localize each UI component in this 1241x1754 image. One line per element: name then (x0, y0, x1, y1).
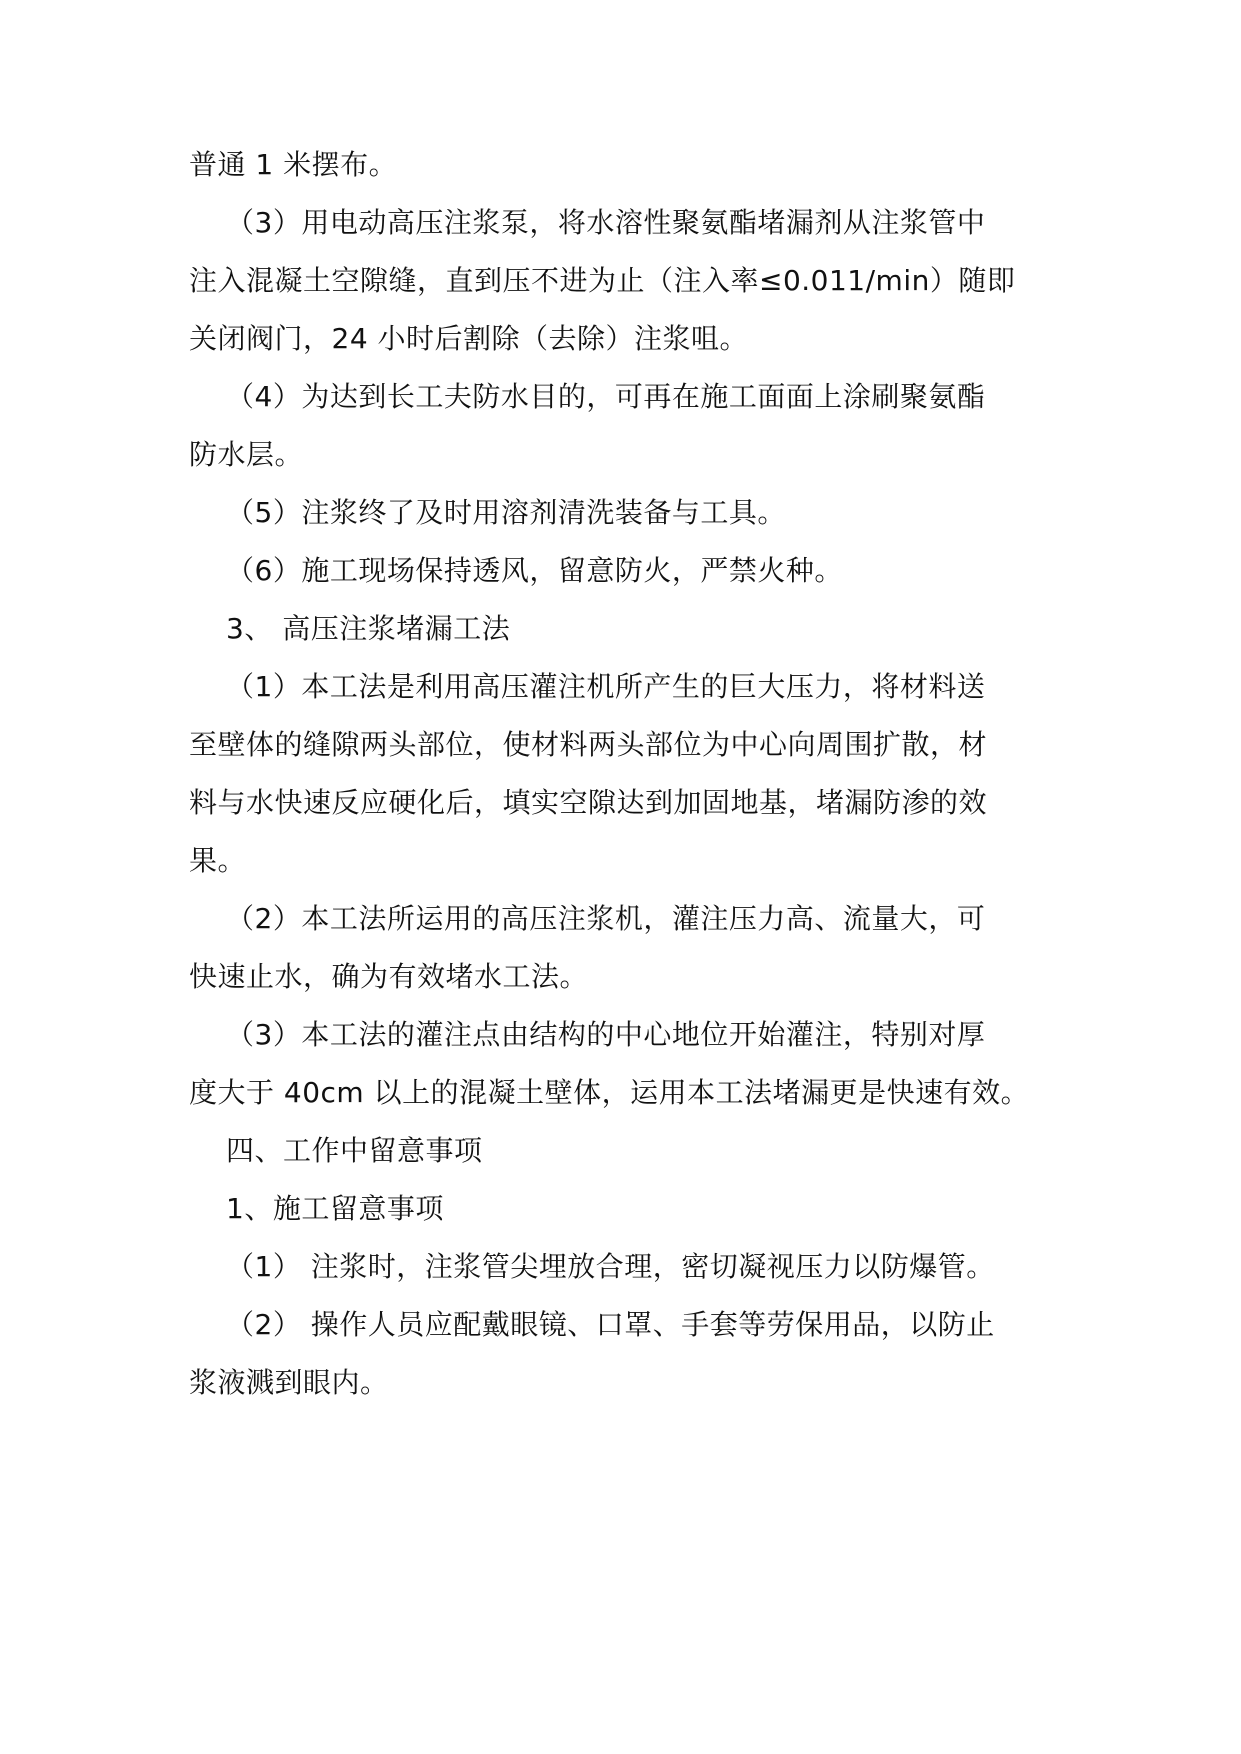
text-line: 关闭阀门，24 小时后割除（去除）注浆咀。 (189, 322, 749, 355)
text-line: 果。 (189, 844, 247, 877)
text-line: 防水层。 (189, 438, 304, 471)
text-line: 浆液溅到眼内。 (189, 1366, 389, 1399)
text-line: （1）本工法是利用高压灌注机所产生的巨大压力，将材料送 (226, 670, 986, 703)
text-line: 注入混凝土空隙缝，直到压不进为止（注入率≤0.011/min）随即 (189, 264, 1016, 297)
section-heading: 四、工作中留意事项 (226, 1134, 483, 1167)
text-line: 普通 1 米摆布。 (189, 148, 398, 181)
text-line: （5）注浆终了及时用溶剂清洗装备与工具。 (226, 496, 786, 529)
text-line: （3）用电动高压注浆泵，将水溶性聚氨酯堵漏剂从注浆管中 (226, 206, 986, 239)
text-line: （3）本工法的灌注点由结构的中心地位开始灌注，特别对厚 (226, 1018, 986, 1051)
text-line: 料与水快速反应硬化后，填实空隙达到加固地基，堵漏防渗的效 (189, 786, 988, 819)
text-line: 至壁体的缝隙两头部位，使材料两头部位为中心向周围扩散，材 (189, 728, 988, 761)
text-line: （1） 注浆时，注浆管尖埋放合理，密切凝视压力以防爆管。 (226, 1250, 995, 1283)
text-line: 快速止水，确为有效堵水工法。 (189, 960, 589, 993)
section-heading: 3、 高压注浆堵漏工法 (226, 612, 511, 645)
text-line: （2） 操作人员应配戴眼镜、口罩、手套等劳保用品，以防止 (226, 1308, 995, 1341)
text-line: 度大于 40cm 以上的混凝土壁体，运用本工法堵漏更是快速有效。 (189, 1076, 1030, 1109)
text-line: （4）为达到长工夫防水目的，可再在施工面面上涂刷聚氨酯 (226, 380, 986, 413)
text-line: （6）施工现场保持透风，留意防火，严禁火种。 (226, 554, 843, 587)
subsection-heading: 1、施工留意事项 (226, 1192, 444, 1225)
text-line: （2）本工法所运用的高压注浆机，灌注压力高、流量大，可 (226, 902, 986, 935)
